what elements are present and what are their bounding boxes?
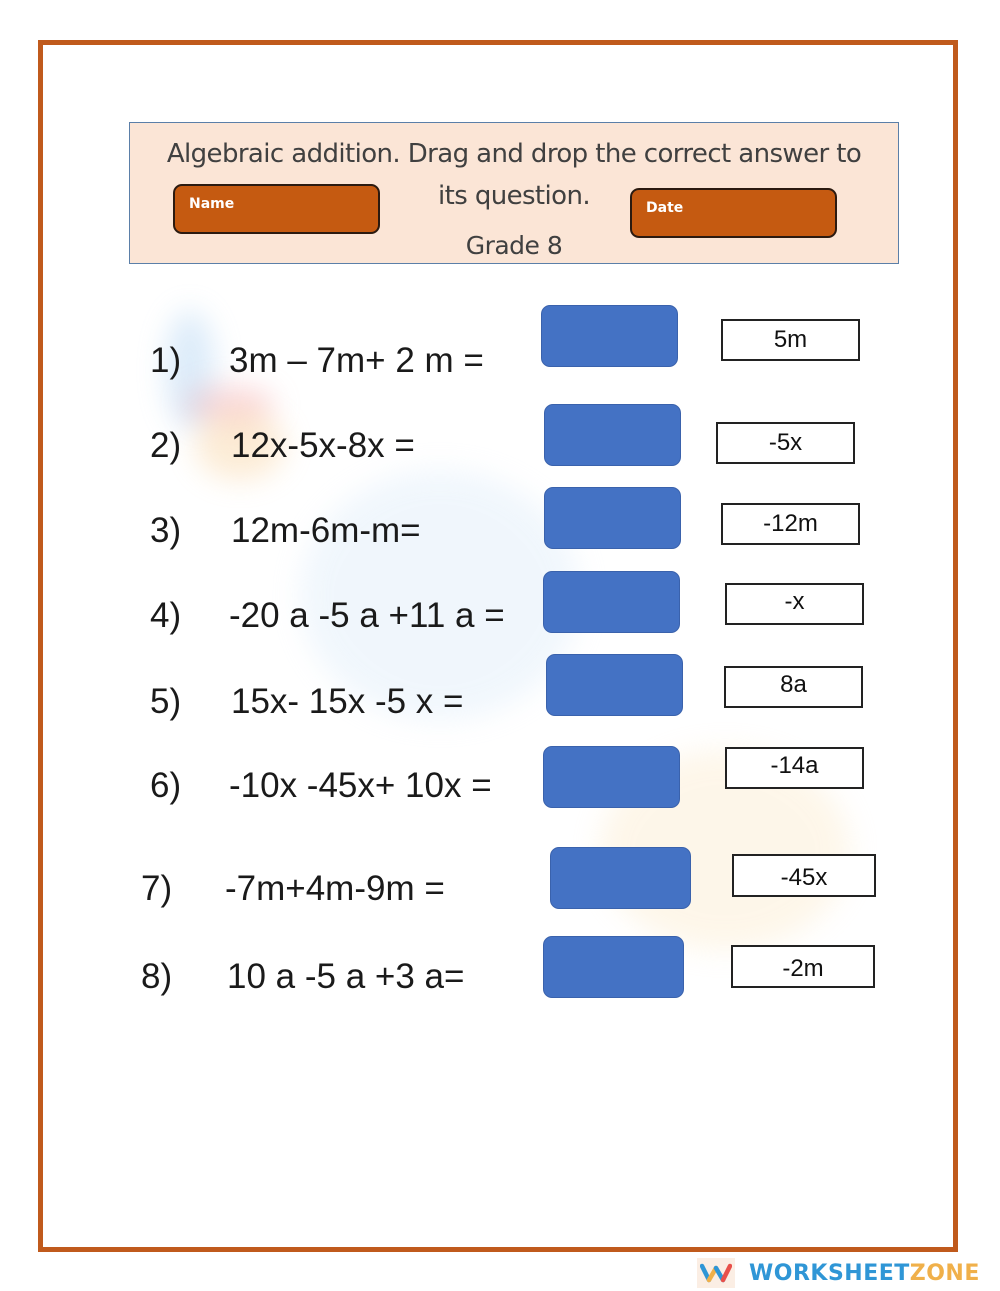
drop-zone-6[interactable] (543, 746, 680, 808)
drop-zone-4[interactable] (543, 571, 680, 633)
question-expression: 3m – 7m+ 2 m = (229, 341, 484, 380)
brand-name-part1: WORKSHEET (749, 1260, 910, 1286)
drop-zone-1[interactable] (541, 305, 678, 367)
answer-tile[interactable]: -12m (721, 503, 860, 545)
answer-tile[interactable]: -5x (716, 422, 855, 464)
question-number: 3) (150, 511, 182, 550)
answer-tile[interactable]: -2m (731, 945, 875, 988)
drop-zone-2[interactable] (544, 404, 681, 466)
question-expression: 10 a -5 a +3 a= (227, 957, 465, 996)
drop-zone-7[interactable] (550, 847, 691, 909)
question-number: 7) (141, 869, 173, 908)
question-number: 4) (150, 596, 182, 635)
title-line-2: its question. (437, 181, 591, 211)
worksheetzone-wordmark (749, 1261, 980, 1286)
name-field[interactable] (173, 184, 380, 234)
drop-zone-3[interactable] (544, 487, 681, 549)
drop-zone-5[interactable] (546, 654, 683, 716)
grade-label: Grade 8 (465, 231, 563, 260)
question-expression: -20 a -5 a +11 a = (229, 596, 505, 635)
worksheetzone-logo-icon (697, 1258, 735, 1288)
date-field-label: Date (646, 200, 684, 216)
question-expression: -10x -45x+ 10x = (229, 766, 492, 805)
brand-name-part2: ZONE (909, 1260, 980, 1286)
answer-tile[interactable]: 5m (721, 319, 860, 361)
worksheetzone-brand (697, 1258, 980, 1288)
answer-tile[interactable]: -x (725, 583, 864, 625)
question-number: 5) (150, 682, 182, 721)
name-field-label: Name (189, 196, 235, 212)
question-expression: 12m-6m-m= (231, 511, 421, 550)
question-number: 1) (150, 341, 182, 380)
question-number: 8) (141, 957, 173, 996)
question-number: 2) (150, 426, 182, 465)
question-expression: 15x- 15x -5 x = (231, 682, 464, 721)
header-box (129, 122, 899, 264)
drop-zone-8[interactable] (543, 936, 684, 998)
title-line-1: Algebraic addition. Drag and drop the correct answer to (166, 139, 862, 169)
date-field[interactable] (630, 188, 837, 238)
question-expression: 12x-5x-8x = (231, 426, 415, 465)
answer-tile[interactable]: -14a (725, 747, 864, 789)
question-number: 6) (150, 766, 182, 805)
question-expression: -7m+4m-9m = (225, 869, 445, 908)
answer-tile[interactable]: -45x (732, 854, 876, 897)
answer-tile[interactable]: 8a (724, 666, 863, 708)
